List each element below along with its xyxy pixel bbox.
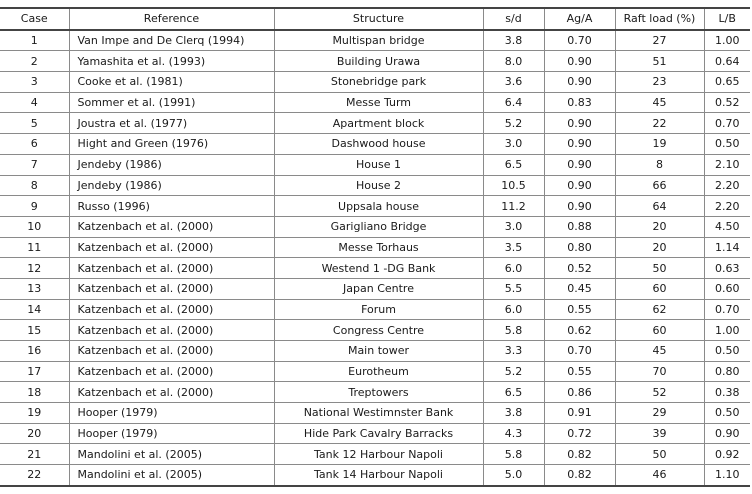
cell-case: 20: [0, 423, 69, 444]
table-row: [0, 51, 750, 72]
cell-raft-load: 50: [615, 258, 704, 279]
cell-lb: 1.14: [704, 237, 750, 258]
cell-lb: 4.50: [704, 216, 750, 237]
table-row: [0, 320, 750, 341]
cell-aga: 0.90: [544, 113, 615, 134]
cell-lb: 0.38: [704, 382, 750, 403]
cell-lb: 0.92: [704, 444, 750, 465]
table-row: [0, 134, 750, 155]
cell-structure: Forum: [274, 299, 483, 320]
cell-reference: Hooper (1979): [69, 403, 274, 424]
cell-raft-load: 64: [615, 196, 704, 217]
table-row: [0, 30, 750, 51]
cell-aga: 0.91: [544, 403, 615, 424]
cell-structure: House 1: [274, 154, 483, 175]
cell-lb: 0.63: [704, 258, 750, 279]
cell-sd: 3.0: [483, 134, 544, 155]
cell-raft-load: 19: [615, 134, 704, 155]
cell-aga: 0.82: [544, 465, 615, 486]
cell-sd: 11.2: [483, 196, 544, 217]
cell-reference: Jendeby (1986): [69, 154, 274, 175]
cell-case: 13: [0, 278, 69, 299]
cell-sd: 3.3: [483, 341, 544, 362]
table-row: [0, 382, 750, 403]
cell-reference: Cooke et al. (1981): [69, 72, 274, 93]
cell-reference: Katzenbach et al. (2000): [69, 341, 274, 362]
cell-lb: 2.20: [704, 175, 750, 196]
cell-reference: Russo (1996): [69, 196, 274, 217]
cell-sd: 5.2: [483, 113, 544, 134]
cell-sd: 5.0: [483, 465, 544, 486]
cell-aga: 0.90: [544, 175, 615, 196]
cell-case: 1: [0, 30, 69, 51]
col-header-sd: s/d: [483, 8, 544, 30]
cell-reference: Mandolini et al. (2005): [69, 444, 274, 465]
cell-structure: National Westimnster Bank: [274, 403, 483, 424]
cell-reference: Joustra et al. (1977): [69, 113, 274, 134]
cell-structure: Apartment block: [274, 113, 483, 134]
table-row: [0, 403, 750, 424]
table-row: [0, 196, 750, 217]
cell-raft-load: 46: [615, 465, 704, 486]
cell-lb: 0.70: [704, 299, 750, 320]
cell-aga: 0.52: [544, 258, 615, 279]
cell-lb: 0.50: [704, 341, 750, 362]
cell-lb: 0.90: [704, 423, 750, 444]
cell-structure: Treptowers: [274, 382, 483, 403]
cell-case: 8: [0, 175, 69, 196]
table-row: [0, 465, 750, 486]
table-row: [0, 92, 750, 113]
cell-sd: 3.8: [483, 403, 544, 424]
table-container: [0, 7, 752, 487]
cell-aga: 0.90: [544, 196, 615, 217]
cell-sd: 5.8: [483, 320, 544, 341]
cell-lb: 1.10: [704, 465, 750, 486]
cell-case: 14: [0, 299, 69, 320]
cell-reference: Katzenbach et al. (2000): [69, 361, 274, 382]
cell-raft-load: 8: [615, 154, 704, 175]
cell-structure: Westend 1 -DG Bank: [274, 258, 483, 279]
col-header-reference: Reference: [69, 8, 274, 30]
cell-structure: Eurotheum: [274, 361, 483, 382]
cell-structure: Stonebridge park: [274, 72, 483, 93]
cell-case: 17: [0, 361, 69, 382]
col-header-lb: L/B: [704, 8, 750, 30]
cell-aga: 0.62: [544, 320, 615, 341]
cell-sd: 3.5: [483, 237, 544, 258]
cell-case: 19: [0, 403, 69, 424]
table-row: [0, 278, 750, 299]
table-row: [0, 423, 750, 444]
cell-structure: Dashwood house: [274, 134, 483, 155]
cell-sd: 3.8: [483, 30, 544, 51]
table-row: [0, 299, 750, 320]
cell-raft-load: 29: [615, 403, 704, 424]
cell-case: 10: [0, 216, 69, 237]
cell-structure: House 2: [274, 175, 483, 196]
cell-raft-load: 51: [615, 51, 704, 72]
cell-reference: Sommer et al. (1991): [69, 92, 274, 113]
cell-reference: Mandolini et al. (2005): [69, 465, 274, 486]
cell-reference: Jendeby (1986): [69, 175, 274, 196]
cell-structure: Japan Centre: [274, 278, 483, 299]
cell-aga: 0.90: [544, 154, 615, 175]
cell-sd: 3.0: [483, 216, 544, 237]
cell-aga: 0.90: [544, 134, 615, 155]
table-row: [0, 444, 750, 465]
cell-raft-load: 66: [615, 175, 704, 196]
cell-case: 15: [0, 320, 69, 341]
cell-lb: 1.00: [704, 320, 750, 341]
cell-reference: Katzenbach et al. (2000): [69, 382, 274, 403]
cell-reference: Van Impe and De Clerq (1994): [69, 30, 274, 51]
cell-aga: 0.88: [544, 216, 615, 237]
cell-aga: 0.72: [544, 423, 615, 444]
cell-aga: 0.80: [544, 237, 615, 258]
cell-lb: 0.64: [704, 51, 750, 72]
col-header-aga: Ag/A: [544, 8, 615, 30]
cell-case: 7: [0, 154, 69, 175]
table-row: [0, 216, 750, 237]
cell-raft-load: 62: [615, 299, 704, 320]
table-row: [0, 113, 750, 134]
cell-raft-load: 70: [615, 361, 704, 382]
cell-structure: Messe Torhaus: [274, 237, 483, 258]
cell-sd: 5.2: [483, 361, 544, 382]
cell-structure: Congress Centre: [274, 320, 483, 341]
cell-raft-load: 20: [615, 216, 704, 237]
table-row: [0, 341, 750, 362]
cell-lb: 0.65: [704, 72, 750, 93]
cell-case: 4: [0, 92, 69, 113]
cell-raft-load: 23: [615, 72, 704, 93]
cell-reference: Hooper (1979): [69, 423, 274, 444]
cell-aga: 0.70: [544, 341, 615, 362]
cell-case: 22: [0, 465, 69, 486]
cell-case: 12: [0, 258, 69, 279]
cell-reference: Katzenbach et al. (2000): [69, 237, 274, 258]
cell-lb: 2.20: [704, 196, 750, 217]
cell-structure: Uppsala house: [274, 196, 483, 217]
header-row: [0, 8, 750, 30]
cell-raft-load: 20: [615, 237, 704, 258]
cell-lb: 0.52: [704, 92, 750, 113]
cell-lb: 0.80: [704, 361, 750, 382]
cell-lb: 0.60: [704, 278, 750, 299]
table-row: [0, 154, 750, 175]
table-row: [0, 72, 750, 93]
cell-raft-load: 22: [615, 113, 704, 134]
cell-lb: 0.50: [704, 134, 750, 155]
cell-sd: 6.4: [483, 92, 544, 113]
cell-structure: Messe Turm: [274, 92, 483, 113]
cell-sd: 6.0: [483, 258, 544, 279]
cell-raft-load: 50: [615, 444, 704, 465]
cell-raft-load: 60: [615, 278, 704, 299]
col-header-raft-load: Raft load (%): [615, 8, 704, 30]
cell-case: 11: [0, 237, 69, 258]
cell-raft-load: 27: [615, 30, 704, 51]
cell-case: 16: [0, 341, 69, 362]
cell-case: 21: [0, 444, 69, 465]
cell-case: 9: [0, 196, 69, 217]
cell-raft-load: 60: [615, 320, 704, 341]
cell-case: 3: [0, 72, 69, 93]
cell-aga: 0.55: [544, 299, 615, 320]
table-row: [0, 361, 750, 382]
cell-lb: 2.10: [704, 154, 750, 175]
cell-raft-load: 39: [615, 423, 704, 444]
cell-case: 18: [0, 382, 69, 403]
cell-sd: 3.6: [483, 72, 544, 93]
cell-raft-load: 45: [615, 341, 704, 362]
cell-aga: 0.70: [544, 30, 615, 51]
cell-structure: Hide Park Cavalry Barracks: [274, 423, 483, 444]
cell-case: 2: [0, 51, 69, 72]
cell-reference: Hight and Green (1976): [69, 134, 274, 155]
table-row: [0, 175, 750, 196]
cell-sd: 6.5: [483, 382, 544, 403]
cell-aga: 0.45: [544, 278, 615, 299]
cell-sd: 5.5: [483, 278, 544, 299]
cell-raft-load: 52: [615, 382, 704, 403]
cell-reference: Katzenbach et al. (2000): [69, 278, 274, 299]
cell-structure: Main tower: [274, 341, 483, 362]
cell-raft-load: 45: [615, 92, 704, 113]
cell-sd: 5.8: [483, 444, 544, 465]
cell-lb: 0.70: [704, 113, 750, 134]
cell-sd: 6.0: [483, 299, 544, 320]
cell-aga: 0.86: [544, 382, 615, 403]
cell-reference: Yamashita et al. (1993): [69, 51, 274, 72]
cell-case: 6: [0, 134, 69, 155]
cell-aga: 0.90: [544, 72, 615, 93]
cell-sd: 8.0: [483, 51, 544, 72]
cell-aga: 0.90: [544, 51, 615, 72]
cell-structure: Garigliano Bridge: [274, 216, 483, 237]
col-header-structure: Structure: [274, 8, 483, 30]
cell-reference: Katzenbach et al. (2000): [69, 216, 274, 237]
cell-sd: 6.5: [483, 154, 544, 175]
cell-sd: 4.3: [483, 423, 544, 444]
data-table: [0, 7, 750, 487]
cell-reference: Katzenbach et al. (2000): [69, 299, 274, 320]
cell-aga: 0.55: [544, 361, 615, 382]
cell-lb: 1.00: [704, 30, 750, 51]
cell-structure: Tank 12 Harbour Napoli: [274, 444, 483, 465]
cell-reference: Katzenbach et al. (2000): [69, 320, 274, 341]
cell-aga: 0.83: [544, 92, 615, 113]
table-row: [0, 258, 750, 279]
cell-sd: 10.5: [483, 175, 544, 196]
cell-structure: Multispan bridge: [274, 30, 483, 51]
cell-lb: 0.50: [704, 403, 750, 424]
cell-structure: Building Urawa: [274, 51, 483, 72]
col-header-case: Case: [0, 8, 69, 30]
cell-case: 5: [0, 113, 69, 134]
table-row: [0, 237, 750, 258]
cell-aga: 0.82: [544, 444, 615, 465]
cell-reference: Katzenbach et al. (2000): [69, 258, 274, 279]
cell-structure: Tank 14 Harbour Napoli: [274, 465, 483, 486]
